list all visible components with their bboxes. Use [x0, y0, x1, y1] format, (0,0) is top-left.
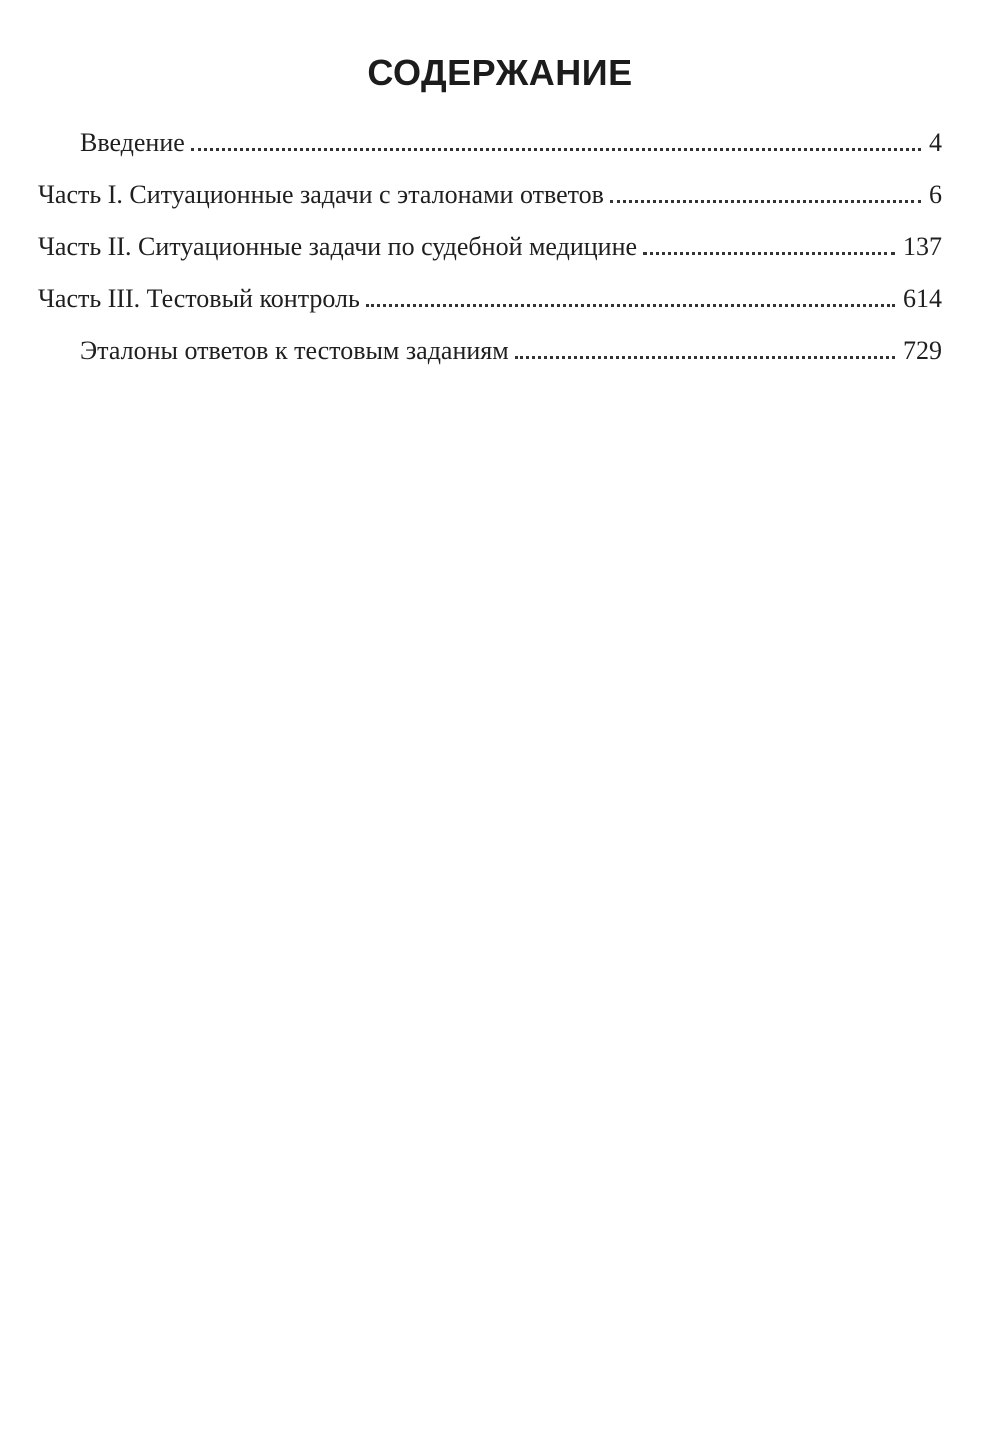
dot-leader: [191, 147, 921, 151]
toc-entry-label: Часть III. Тестовый контроль: [38, 284, 360, 313]
dot-leader: [610, 199, 921, 203]
toc-entry-label: Введение: [80, 128, 185, 157]
page-title: СОДЕРЖАНИЕ: [367, 52, 633, 93]
toc-entry-label: Часть II. Ситуационные задачи по судебной медицине: [38, 232, 638, 261]
dot-leader: [366, 303, 895, 307]
toc-entry-part-3: [38, 284, 942, 314]
toc-entry-answer-keys: [80, 336, 942, 366]
toc-entry-page: 614: [903, 284, 942, 313]
toc-entry-label: Часть I. Ситуационные задачи с эталонами ответов: [38, 180, 604, 209]
toc-entry-page: 4: [929, 128, 942, 157]
toc-entry-page: 137: [903, 232, 942, 261]
toc-entry-part-2: [38, 232, 942, 262]
toc-entry-page: 729: [903, 336, 942, 365]
toc-entry-introduction: [80, 128, 942, 158]
toc-entry-label: Эталоны ответов к тестовым заданиям: [80, 336, 509, 365]
toc-entry-page: 6: [929, 180, 942, 209]
dot-leader: [643, 251, 895, 255]
dot-leader: [515, 355, 895, 359]
toc-entry-part-1: [38, 180, 942, 210]
